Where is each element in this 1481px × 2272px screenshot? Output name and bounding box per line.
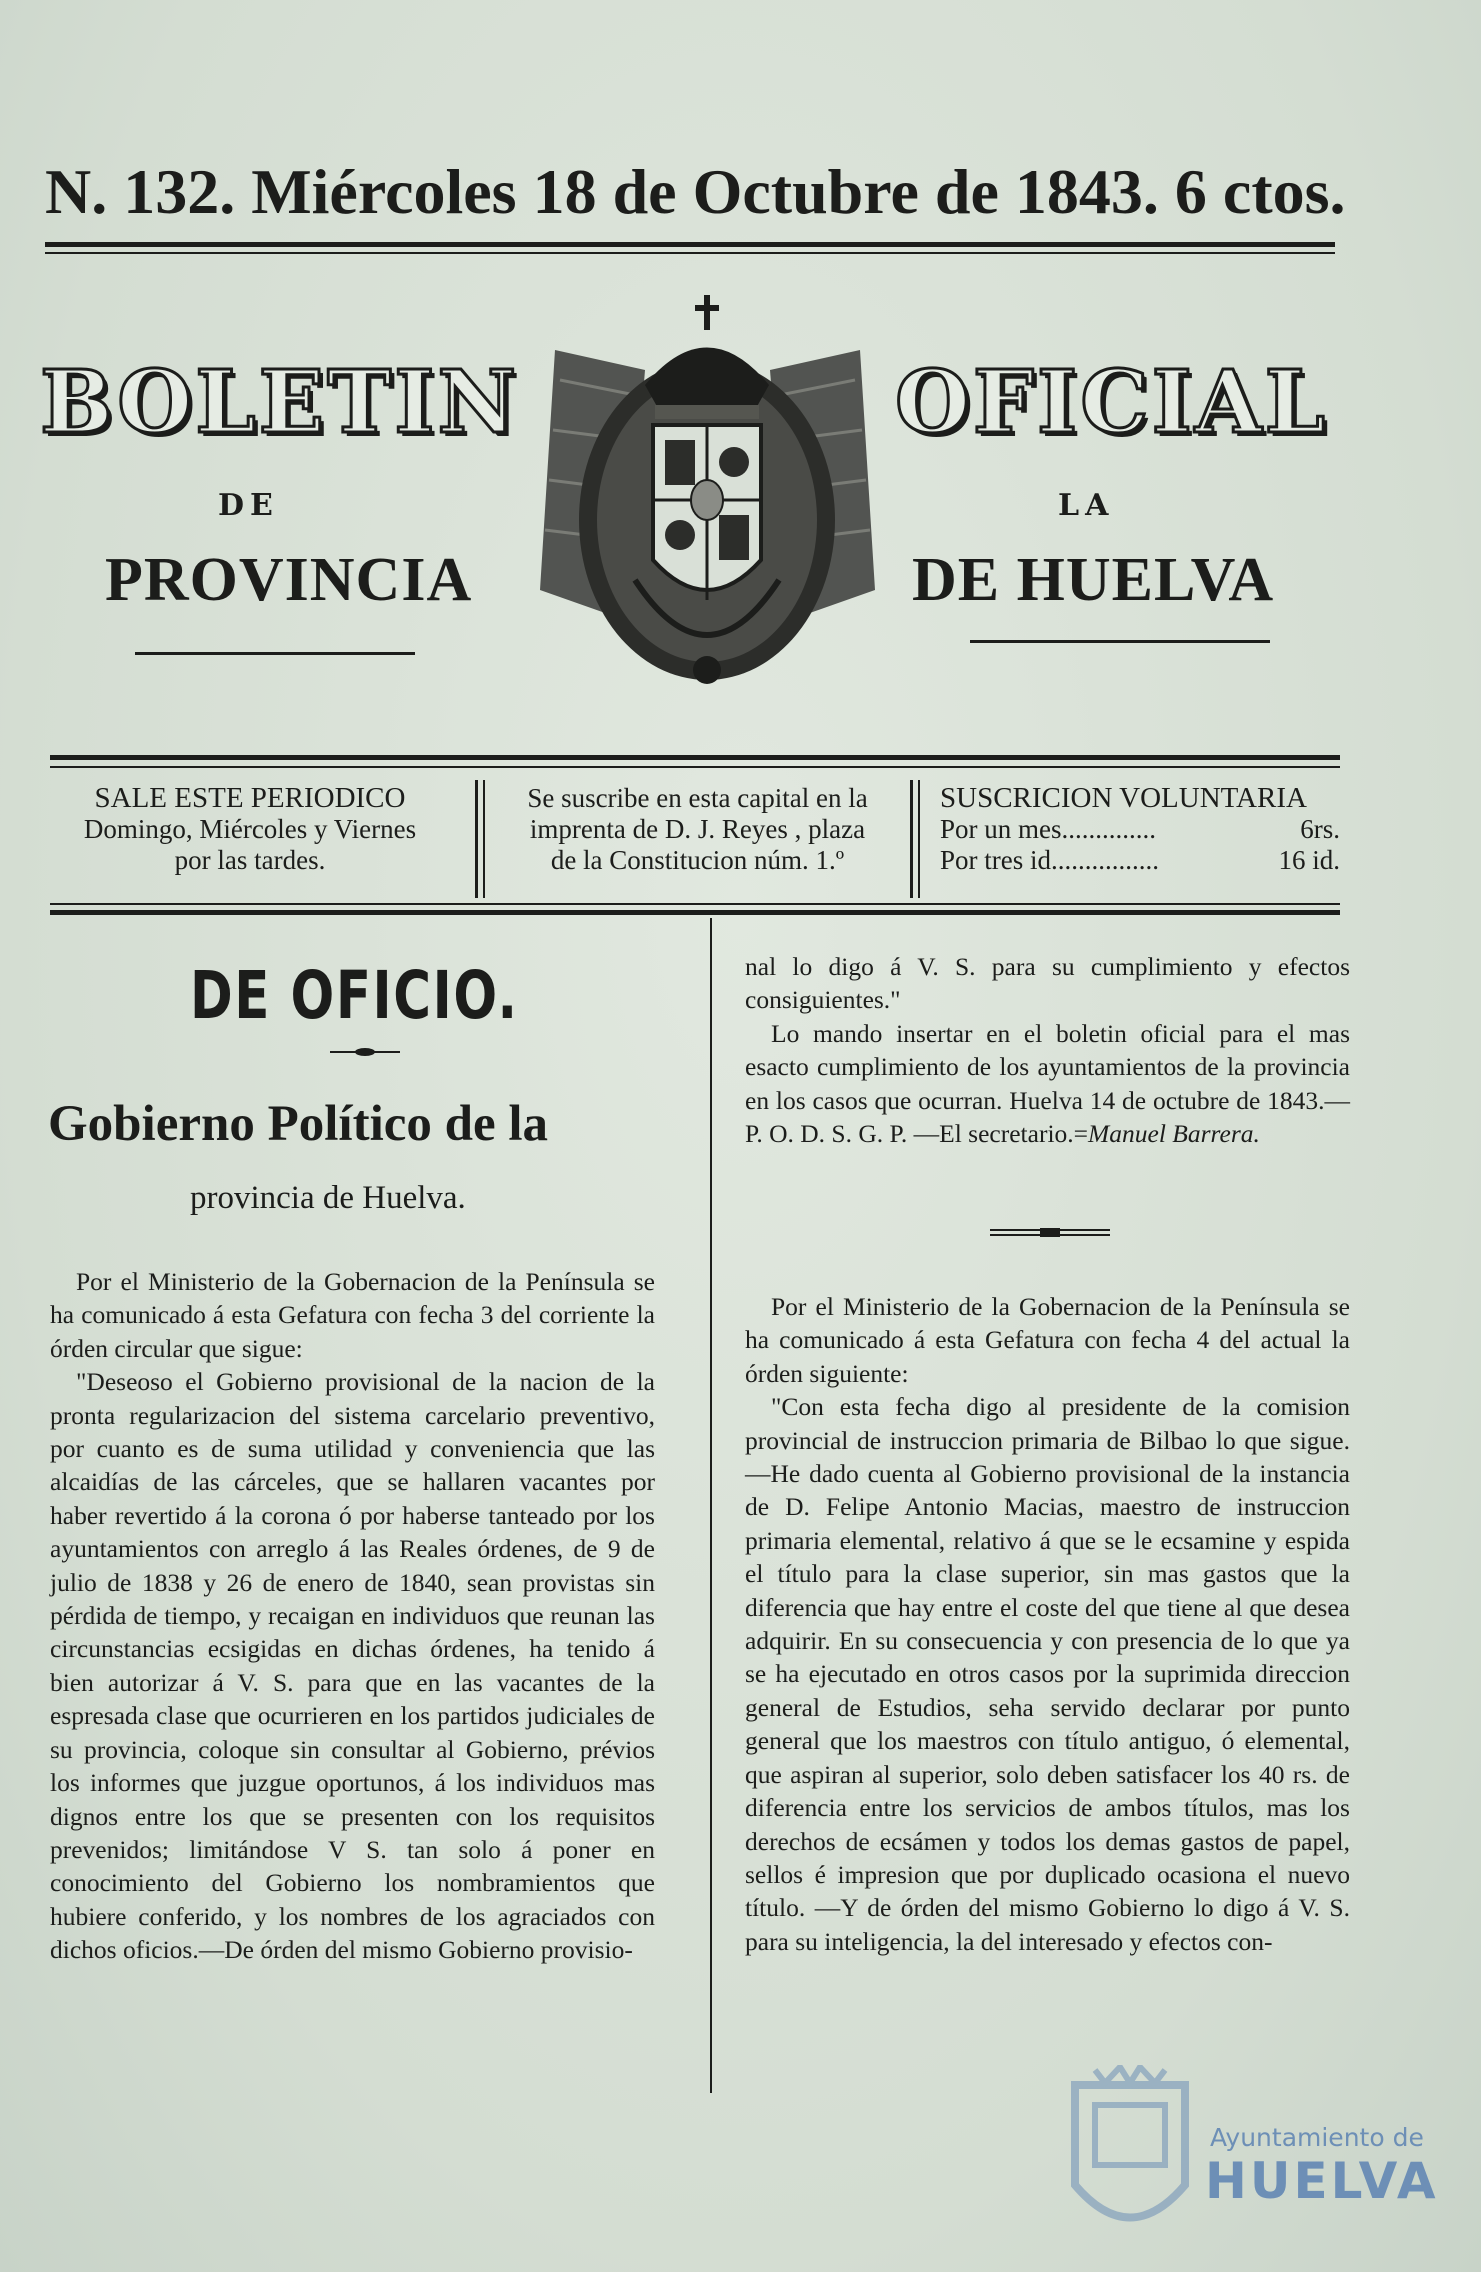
article-subtitle: provincia de Huelva. [190, 1180, 466, 1216]
right-paragraph-2 [745, 1017, 1350, 1151]
subscription-place-line1: Se suscribe en esta capital en la [527, 783, 868, 813]
watermark-line1: Ayuntamiento de [1210, 2123, 1424, 2152]
schedule-time: por las tardes. [174, 845, 326, 875]
schedule-days: Domingo, Miércoles y Viernes [83, 814, 417, 844]
title-provincia: PROVINCIA [105, 546, 473, 614]
right-paragraph-4: "Con esta fecha digo al presidente de la comision provincial de instruccion primaria de Bilbao lo que sigue.—He dado cuenta al Gobierno provisional de la instancia de D. Felipe Antonio Macias, maestro de instruccion primaria elemental, relativo á que se le ecsamine y espida el título para la clase superior, sin mas gastos que la diferencia que hay entre el coste del que tiene al que desea adquirir. En su consecuencia y con presencia de lo que ya se ha ejecutado en otros casos por la suprimida direccion general de Estudios, seha servido declarar por punto general que los maestros con título antiguo, ó elemental, que aspiran al superior, solo deben satisfacer los 40 rs. de diferencia entre los servicios de ambos títulos, mas los derechos de ecsámen y todos los demas gastos de papel, sellos é impresion que por duplicado ocasiona el nuevo título. —Y de órden del mismo Gobierno lo digo á V. S. para su inteligencia, la del interesado y efectos con- [745, 1392, 1350, 1956]
info-rule-bottom-thin [50, 903, 1340, 905]
heading-ornament-icon [330, 1045, 400, 1059]
watermark-line2: HUELVA [1205, 2152, 1439, 2210]
column-divider [710, 918, 712, 2093]
title-la: LA [1058, 488, 1115, 523]
title-de: DE [218, 488, 279, 523]
info-divider-2b [918, 780, 920, 898]
left-paragraph-2: "Deseoso el Gobierno provisional de la nacion de la pronta regularizacion del sistema carcelario preventivo, por cuanto es de suma utilidad y conveniencia que las alcaidías de las cárceles, que se hallaren vacantes por haber revertido á la corona ó por haberse tanteado por los ayuntamientos con arreglo á las Reales órdenes, de 9 de julio de 1838 y 26 de enero de 1840, sean provistas sin pérdida de tiempo, y recaigan en individuos que reunan las circunstancias ecsigidas en dichas órdenes, ha tenido á bien autorizar á V. S. para que en las vacantes de la espresada clase que ocurrieren en los partidos judiciales de su provincia, coloque sin consultar al Gobierno, prévios los informes que juzgue oportunos, á los individuos mas dignos entre los que se presenten con los requisitos prevenidos; limitándose V S. tan solo á poner en conocimiento del Gobierno los nombramientos que hubiere conferido, y los nombres de los agraciados con dichos oficios.—De órden del mismo Gobierno provisio- [50, 1367, 655, 1965]
left-paragraph-1: Por el Ministerio de la Gobernacion de la Península se ha comunicado á esta Gefatura con fecha 3 del corriente la órden circular que sigue: [50, 1267, 655, 1363]
info-schedule [40, 783, 460, 876]
price-quarter-value: 16 id. [1278, 845, 1340, 875]
info-rule-bottom-thick [50, 910, 1340, 915]
price-quarter-label: Por tres id................ [940, 845, 1159, 875]
article-title: Gobierno Político de la [48, 1096, 549, 1152]
issue-line: N. 132. Miércoles 18 de Octubre de 1843. 6 ctos. [45, 156, 1346, 227]
coat-of-arms-icon [535, 290, 880, 710]
signature: Manuel Barrera. [1088, 1119, 1260, 1149]
subscription-place-line3: de la Constitucion núm. 1.º [550, 845, 845, 875]
right-paragraph-2-text: Lo mando insertar en el boletin oficial para el mas esacto cumplimiento de los ayuntamientos de la provincia en los casos que ocurran. Huelva 14 de octubre de 1843.—P. O. D. S. G. P. —El secretario.= [745, 1018, 1350, 1149]
price-row-month [940, 814, 1340, 845]
info-divider-1 [475, 780, 478, 898]
section-heading: DE OFICIO. [190, 957, 519, 1034]
title-oficial: OFICIAL [895, 352, 1329, 453]
info-prices [940, 783, 1340, 876]
section-separator-icon [990, 1225, 1110, 1239]
info-subscription-place [490, 783, 905, 876]
right-paragraph-1: nal lo digo á V. S. para su cumplimiento y efectos consiguientes." [745, 952, 1350, 1015]
info-divider-2 [910, 780, 913, 898]
top-rule-thin [45, 252, 1335, 254]
price-month-label: Por un mes.............. [940, 814, 1156, 844]
schedule-title: SALE ESTE PERIODICO [94, 782, 406, 814]
info-divider-1b [483, 780, 485, 898]
subscription-place-line2: imprenta de D. J. Reyes , plaza [529, 814, 866, 844]
prices-title: SUSCRICION VOLUNTARIA [940, 782, 1307, 814]
info-rule-top-thin [50, 766, 1340, 768]
title-boletin: BOLETIN [40, 352, 520, 453]
price-month-value: 6rs. [1300, 814, 1340, 844]
top-rule-thick [45, 242, 1335, 247]
title-underline-right [970, 640, 1270, 643]
right-column-body-bottom [745, 1290, 1350, 1958]
info-rule-top-thick [50, 755, 1340, 760]
right-paragraph-3: Por el Ministerio de la Gobernacion de la Península se ha comunicado á esta Gefatura con fecha 4 del actual la órden siguiente: [745, 1292, 1350, 1388]
right-column-body-top [745, 950, 1350, 1150]
title-underline-left [135, 652, 415, 655]
left-column-body [50, 1265, 655, 1967]
price-row-quarter [940, 845, 1340, 876]
title-de-huelva: DE HUELVA [912, 546, 1275, 614]
